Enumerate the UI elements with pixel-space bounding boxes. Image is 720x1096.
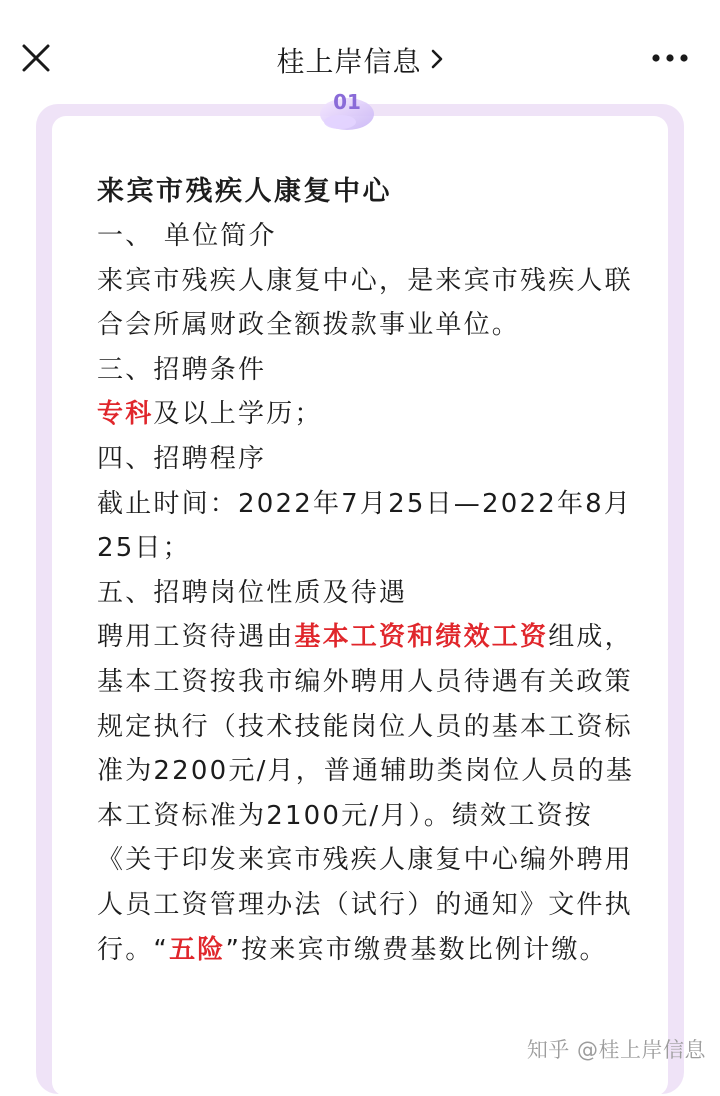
section-body-salary — [97, 615, 637, 972]
badge-number: 01 — [333, 92, 361, 114]
section-body-intro: 来宾市残疾人康复中心，是来宾市残疾人联合会所属财政全额拨款事业单位。 — [97, 265, 633, 341]
account-title-link[interactable] — [0, 40, 720, 80]
section-body-conditions — [97, 392, 637, 437]
section-heading-conditions: 三、招聘条件 — [97, 354, 267, 385]
more-button[interactable] — [650, 46, 690, 70]
page-title: 桂上岸信息 — [276, 45, 422, 78]
highlight-salary: 基本工资和绩效工资 — [294, 622, 549, 653]
chevron-right-icon — [430, 44, 444, 77]
article-body — [97, 170, 637, 972]
highlight-insurance: 五险 — [169, 934, 226, 965]
section-heading-intro: 一、 单位简介 — [97, 221, 277, 251]
salary-part-2: 组成，基本工资按我市编外聘用人员待遇有关政策规定执行（技术技能岗位人员的基本工资标准为2200元/月，普通辅助类岗位人员的基本工资标准为2100元/月）。绩效工资按《关于印发来宾市残疾人康复中心编外聘用人员工资管理办法（试行）的通知》文件执行。“ — [97, 622, 635, 965]
education-rest: 及以上学历； — [153, 399, 323, 430]
watermark: 知乎 @桂上岸信息 — [526, 1038, 706, 1062]
section-number-badge — [312, 92, 382, 138]
salary-part-3: ”按来宾市缴费基数比例计缴。 — [225, 934, 608, 965]
section-heading-salary: 五、招聘岗位性质及待遇 — [97, 577, 408, 608]
article-title: 来宾市残疾人康复中心 — [97, 176, 392, 207]
section-body-deadline: 截止时间：2022年7月25日—2022年8月25日； — [97, 488, 633, 564]
section-heading-procedure: 四、招聘程序 — [97, 443, 267, 474]
highlight-education: 专科 — [97, 399, 154, 430]
more-horizontal-icon — [650, 46, 690, 70]
salary-part-1: 聘用工资待遇由 — [97, 622, 295, 653]
